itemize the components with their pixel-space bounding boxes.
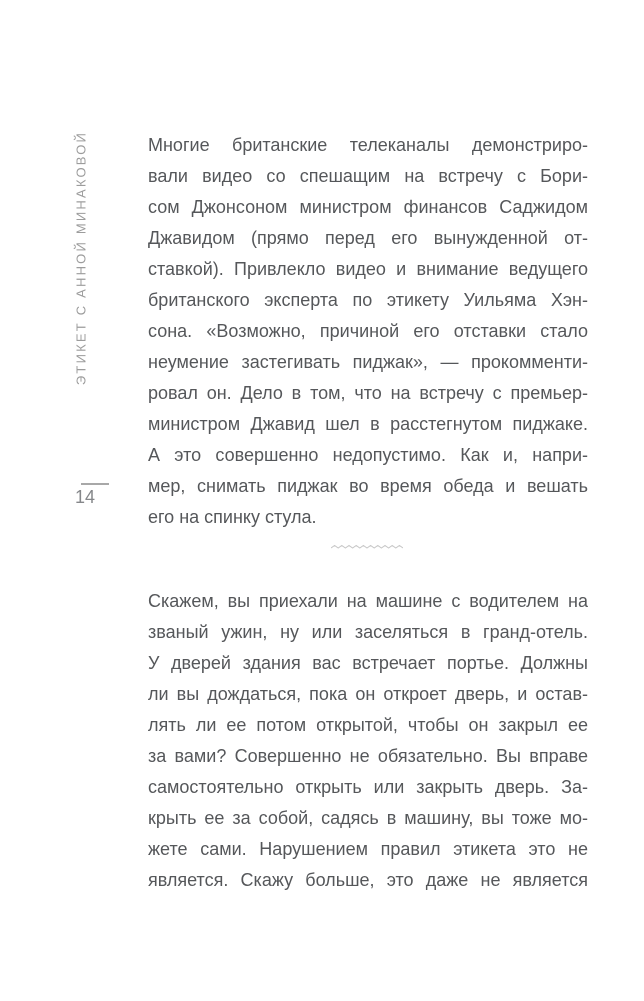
page-number-rule [81,483,109,485]
text-line: неумение застегивать пиджак», — прокомменти- [148,352,588,372]
paragraph-2 [148,586,588,896]
text-line: сом Джонсоном министром финансов Саджидом [148,197,588,217]
text-line: Скажем, вы приехали на машине с водителем на [148,591,588,611]
text-line: лять ли ее потом открытой, чтобы он закрыл ее [148,715,588,735]
text-line: британского эксперта по этикету Уильяма Хэн- [148,290,588,310]
squiggle-divider-icon [331,543,403,551]
text-line: Джавидом (прямо перед его вынужденной от- [148,228,588,248]
text-line: А это совершенно недопустимо. Как и, напри- [148,445,588,465]
page-text [148,130,588,533]
text-line: ровал он. Дело в том, что на встречу с премьер- [148,383,588,403]
text-line: Многие британские телеканалы демонстриро- [148,135,588,155]
page-number: 14 [75,487,96,507]
text-line: вали видео со спешащим на встречу с Бори- [148,166,588,186]
text-line: за вами? Совершенно не обязательно. Вы вправе [148,746,588,766]
spine-title: ЭТИКЕТ С АННОЙ МИНАКОВОЙ [73,130,89,386]
text-line: мер, снимать пиджак во время обеда и вешать [148,476,588,496]
text-line: У дверей здания вас встречает портье. Должны [148,653,588,673]
page-text-lower [148,586,588,896]
text-line: сона. «Возможно, причиной его отставки стало [148,321,588,341]
text-line: самостоятельно открыть или закрыть дверь. За- [148,777,588,797]
text-line: званый ужин, ну или заселяться в гранд-отель. [148,622,588,642]
paragraph-1 [148,130,588,533]
text-line: министром Джавид шел в расстегнутом пиджаке. [148,414,588,434]
text-line: ставкой). Привлекло видео и внимание ведущего [148,259,588,279]
text-line: жете сами. Нарушением правил этикета это не [148,839,588,859]
text-line: его на спинку стула. [148,507,317,527]
text-line: крыть ее за собой, садясь в машину, вы тоже мо- [148,808,588,828]
text-line: ли вы дождаться, пока он откроет дверь, и остав- [148,684,588,704]
text-line: является. Скажу больше, это даже не является [148,870,588,890]
